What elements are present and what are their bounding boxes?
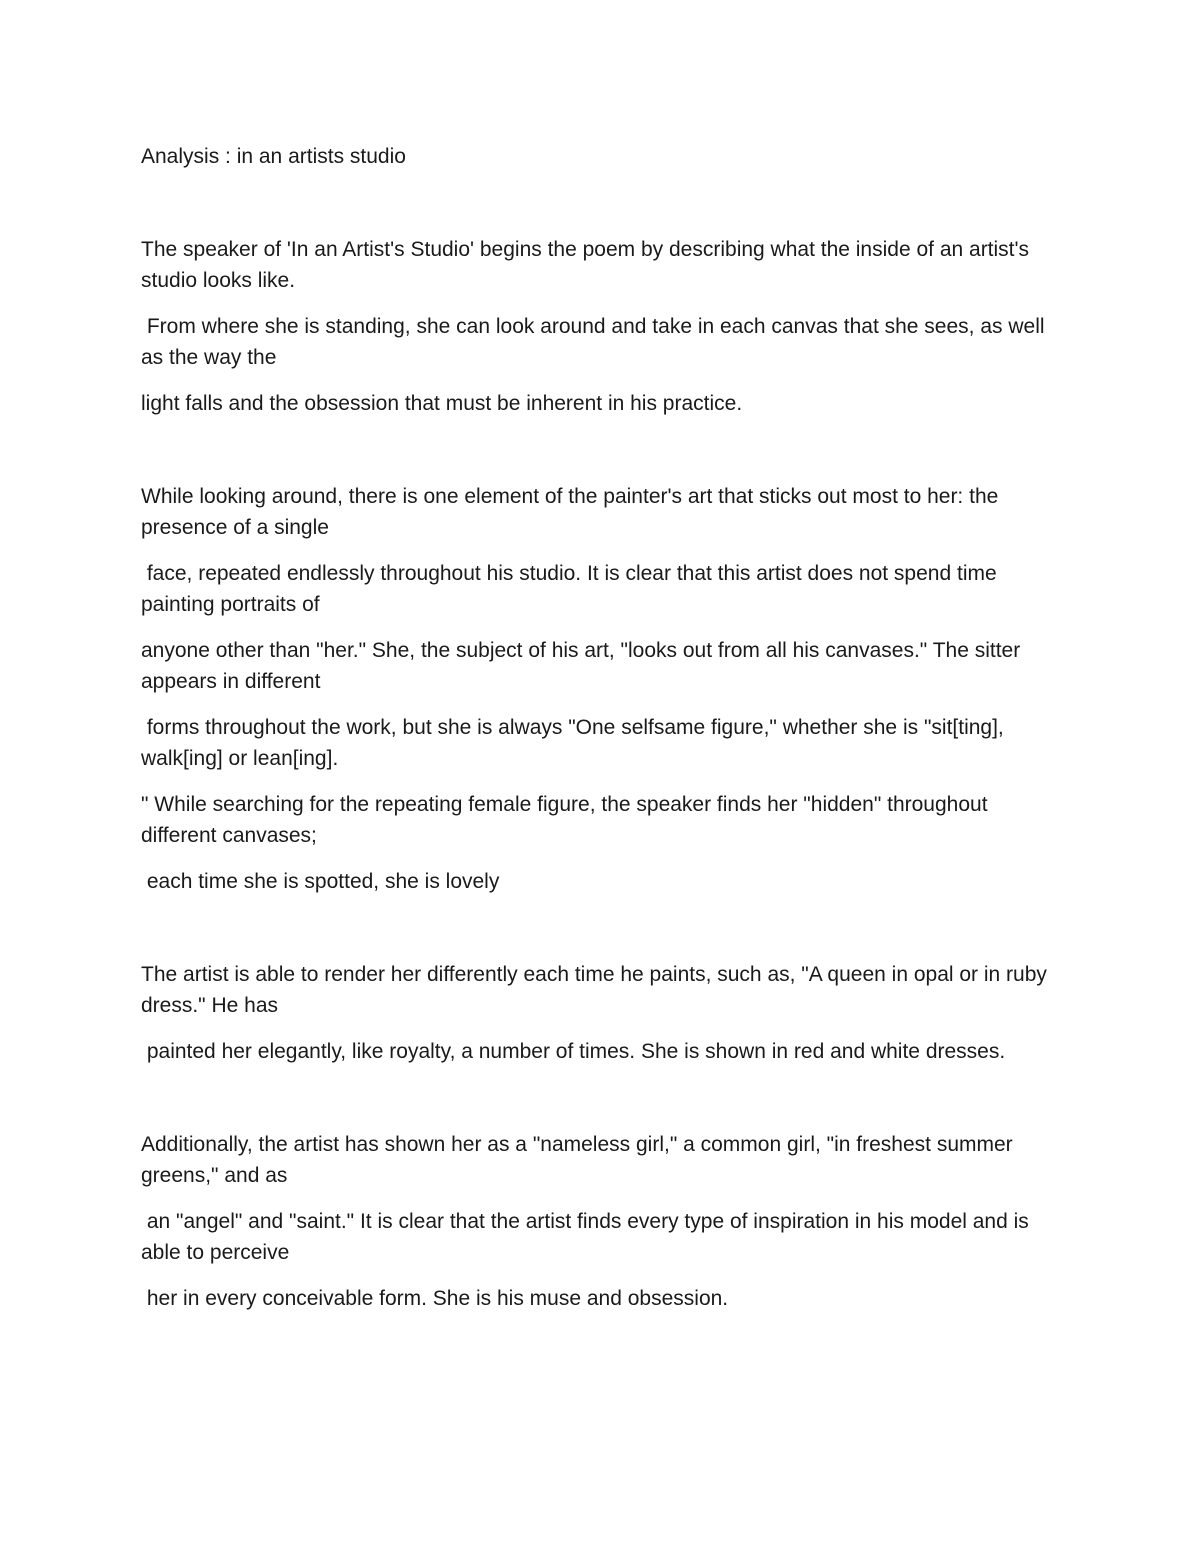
paragraph-5: face, repeated endlessly throughout his studio. It is clear that this artist does not spend time painting portraits of — [141, 562, 1003, 616]
paragraph-1: The speaker of 'In an Artist's Studio' begins the poem by describing what the inside of an artist's studio looks like. — [141, 238, 1035, 292]
paragraph-10: The artist is able to render her differently each time he paints, such as, "A queen in opal or in ruby dress." He has — [141, 963, 1053, 1017]
paragraph-14: her in every conceivable form. She is his muse and obsession. — [141, 1287, 729, 1310]
paragraph-4: While looking around, there is one element of the painter's art that sticks out most to her: the presence of a single — [141, 485, 1005, 539]
paragraph-2: From where she is standing, she can look around and take in each canvas that she sees, as well as the way the — [141, 315, 1051, 369]
paragraph-13: an "angel" and "saint." It is clear that the artist finds every type of inspiration in his model and is able to perceive — [141, 1210, 1035, 1264]
paragraph-6: anyone other than "her." She, the subject of his art, "looks out from all his canvases." The sitter appears in different — [141, 639, 1027, 693]
document-body — [141, 141, 1061, 1314]
paragraph-7: forms throughout the work, but she is always "One selfsame figure," whether she is "sit[ting], walk[ing] or lean[ing]. — [141, 716, 1010, 770]
paragraph-3: light falls and the obsession that must be inherent in his practice. — [141, 392, 743, 415]
paragraph-8: " While searching for the repeating female figure, the speaker finds her "hidden" throughout different canvases; — [141, 793, 994, 847]
paragraph-12: Additionally, the artist has shown her as a "nameless girl," a common girl, "in freshest summer greens," and as — [141, 1133, 1019, 1187]
paragraph-11: painted her elegantly, like royalty, a number of times. She is shown in red and white dresses. — [141, 1040, 1006, 1063]
document-title: Analysis : in an artists studio — [141, 145, 406, 168]
paragraph-9: each time she is spotted, she is lovely — [141, 870, 500, 893]
